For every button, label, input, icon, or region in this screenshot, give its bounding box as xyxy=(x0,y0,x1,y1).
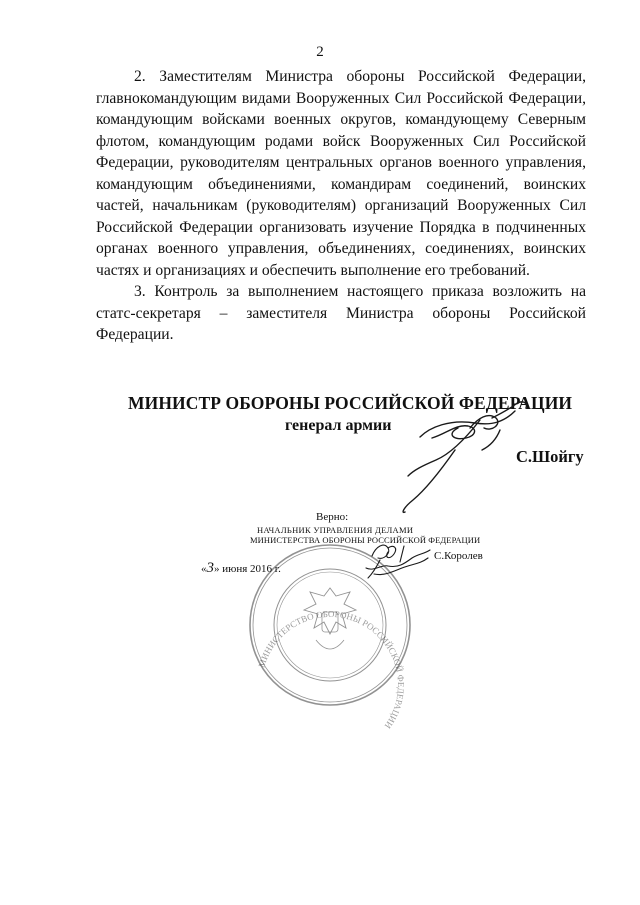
minister-title: МИНИСТР ОБОРОНЫ РОССИЙСКОЙ ФЕДЕРАЦИИ xyxy=(128,393,573,413)
minister-rank: генерал армии xyxy=(285,417,392,434)
certification-position-line2: МИНИСТЕРСТВА ОБОРОНЫ РОССИЙСКОЙ ФЕДЕРАЦИИ xyxy=(250,535,481,545)
certification-name: С.Королев xyxy=(434,550,483,562)
paragraph-2: 2. Заместителям Министра обороны Российской Федерации, главнокомандующим видами Вооруженных Сил Российской Федерации, командующим войсками военных округов, командующему Северным флотом, командующим родами войск Вооруженных Сил Российской Федерации, руководителям центральных органов военного управления, командующим объединениями, командирам соединений, воинских частей, начальникам (руководителям) организаций Вооруженных Сил Российской Федерации организовать изучение Порядка в подчиненных органах военного управления, объединениях, соединениях, воинских частях и организациях и обеспечить выполнение его требований. xyxy=(96,68,586,279)
minister-name: С.Шойгу xyxy=(516,447,584,466)
certification-verno: Верно: xyxy=(316,511,349,523)
paragraph-3: 3. Контроль за выполнением настоящего приказа возложить на статс-секретаря – заместителя Министра обороны Российской Федерации. xyxy=(96,283,586,343)
page-number: 2 xyxy=(316,44,324,60)
certification-position-line1: НАЧАЛЬНИК УПРАВЛЕНИЯ ДЕЛАМИ xyxy=(257,525,414,535)
date-open-quote: « xyxy=(201,563,207,575)
date-rest: » июня 2016 г. xyxy=(214,563,281,575)
date-day: 3 xyxy=(206,560,214,576)
seal-ring-text: МИНИСТЕРСТВО ОБОРОНЫ РОССИЙСКОЙ ФЕДЕРАЦИИ xyxy=(256,608,407,731)
